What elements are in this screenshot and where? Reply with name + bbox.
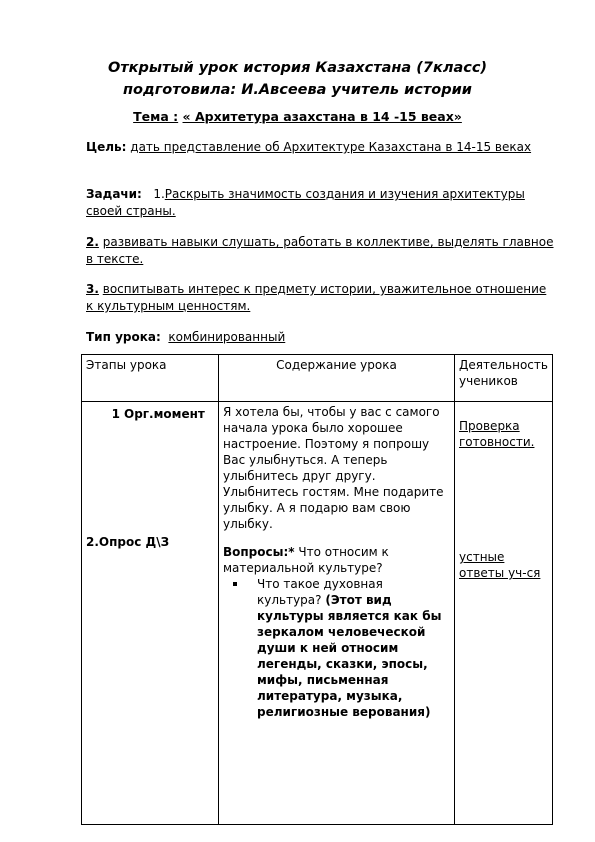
goal-text: дать представление об Архитектуре Казахстана в 14-15 веках [130,140,532,154]
topic-value: « Архитетура азахстана в 14 -15 веах» [182,109,462,124]
task-1-num: 1. [153,187,165,201]
lesson-goal [86,139,556,156]
task-2-text: развивать навыки слушать, работать в коллективе, выделять главное в тексте. [86,235,554,266]
content-cell [219,402,455,825]
task-3-text: воспитывать интерес к предмету истории, уважительное отношение к культурным ценностям. [86,282,547,313]
lesson-plan-table [81,354,553,825]
topic-label: Тема : [133,109,179,124]
tasks-label: Задачи: [86,187,142,201]
task-1-text: Раскрыть значимость создания и изучения архитектуры своей страны. [86,187,525,218]
header-activity: Деятельность учеников [455,355,553,402]
task-3-num: 3. [86,282,99,296]
stage-1-name: Орг.момент [124,407,205,421]
stage-1-num: 1 [111,407,120,421]
goal-label: Цель: [86,140,127,154]
bullet-1-bold: (Этот вид культуры является как бы зеркалом человеческой души к ней относим легенды, сказки, эпосы, мифы, письменная литература, музыка, религиозные верования) [257,593,442,719]
activity-cell [455,402,553,825]
task-item-1 [86,186,556,220]
questions-block [223,544,450,576]
stages-cell [82,402,219,825]
questions-label: Вопросы:* [223,545,295,559]
header-content: Содержание урока [219,355,455,402]
activity-2: устные ответы уч-ся [459,550,541,580]
lesson-type-value: комбинированный [168,330,286,344]
lesson-type-label: Тип урока: [86,330,161,344]
stage-2-name: 2.Опрос Д\З [86,535,170,549]
task-item-2 [86,234,556,268]
table-header-row [82,355,553,402]
task-2-num: 2. [86,235,99,249]
lesson-type [86,329,556,346]
task-item-3 [86,281,556,315]
document-subtitle: подготовила: И.Авсеева учитель истории [123,82,472,98]
list-item [257,576,450,720]
document-title: Открытый урок история Казахстана (7класс) [107,60,488,76]
stage-1 [86,406,214,422]
lesson-topic [0,108,595,126]
header-stages: Этапы урока [82,355,219,402]
intro-text: Я хотела бы, чтобы у вас с самого начала урока было хорошее настроение. Поэтому я попрошу Вас улыбнуться. А теперь улыбнитесь друг другу. Улыбнитесь гостям. Мне подарите улыбку. А я подарю вам свою улыбку. [223,405,444,531]
activity-1: Проверка готовности. [459,419,535,449]
bullet-1-text: Что такое духовная культура? [257,577,383,607]
questions-list [223,576,450,720]
table-row [82,402,553,825]
questions-text: Что относим к материальной культуре? [223,545,389,575]
